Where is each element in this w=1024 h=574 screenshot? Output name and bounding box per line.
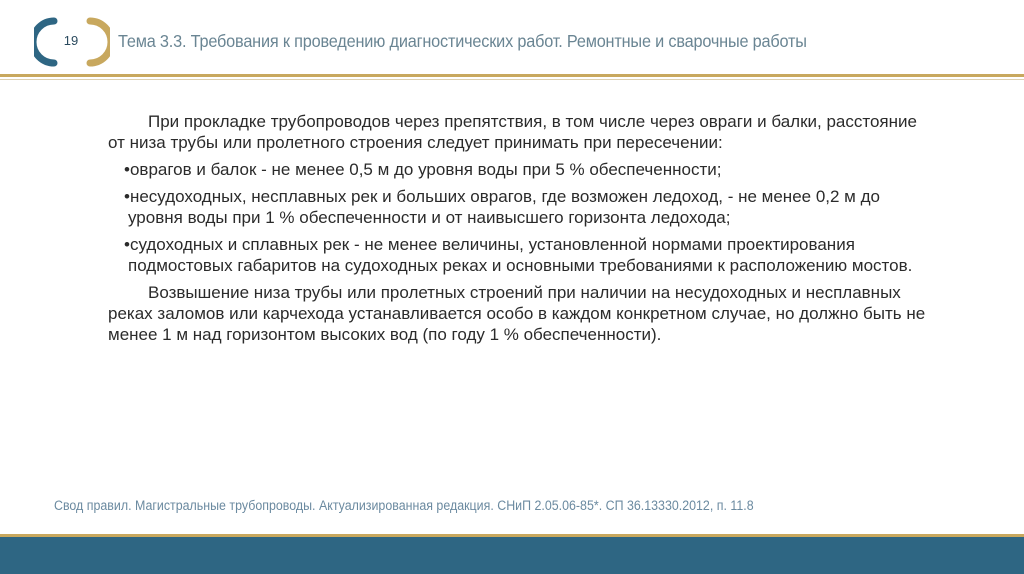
bullet-text: оврагов и балок - не менее 0,5 м до уровня воды при 5 % обеспеченности; (129, 160, 722, 179)
bullet-icon: • (124, 187, 130, 206)
bullet-item (108, 234, 928, 276)
bullet-icon: • (124, 160, 130, 179)
bullet-item (108, 186, 928, 228)
closing-paragraph: Возвышение низа трубы или пролетных строений при наличии на несудоходных и несплавных реках заломов или карчехода устанавливается особо в каждом конкретном случае, но должно быть не менее 1 м над горизонтом высоких вод (по году 1 % обеспеченности). (108, 283, 926, 344)
bullet-text: судоходных и сплавных рек - не менее величины, установленной нормами проектирования подмостовых габаритов на судоходных реках и основными требованиями к расположению мостов. (128, 235, 913, 275)
slide-title: Тема 3.3. Требования к проведению диагностических работ. Ремонтные и сварочные работы (118, 31, 807, 51)
bullet-icon: • (124, 235, 130, 254)
slide-body (108, 111, 928, 345)
slide-number: 19 (63, 33, 79, 48)
bullet-item (108, 159, 928, 180)
header-divider-thin (0, 79, 1024, 80)
header-divider (0, 74, 1024, 77)
slide-header (0, 0, 1024, 78)
bullet-text: несудоходных, несплавных рек и больших оврагов, где возможен ледоход, - не менее 0,2 м до уровня воды при 1 % обеспеченности и от наивысшего горизонта ледохода; (128, 187, 880, 227)
source-footnote: Свод правил. Магистральные трубопроводы. Актуализированная редакция. СНиП 2.05.06-85*. СП 36.13330.2012, п. 11.8 (54, 498, 754, 513)
footer-bar (0, 537, 1024, 574)
intro-paragraph: При прокладке трубопроводов через препятствия, в том числе через овраги и балки, расстояние от низа трубы или пролетного строения следует принимать при пересечении: (108, 112, 917, 152)
